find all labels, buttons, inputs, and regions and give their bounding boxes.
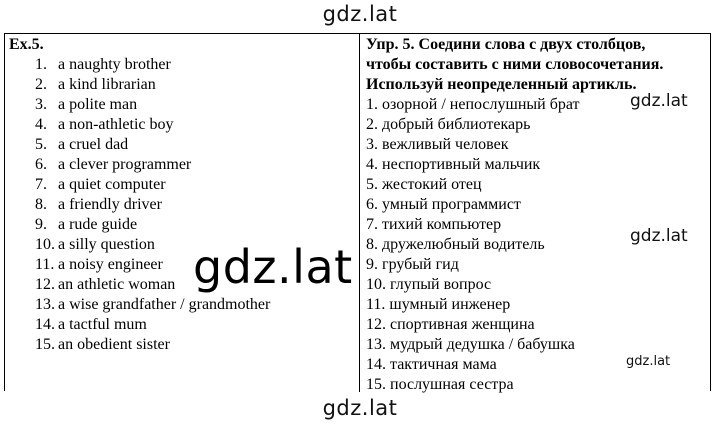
- english-column: [9, 35, 354, 355]
- english-list: [9, 55, 354, 355]
- watermark-right-2: gdz.lat: [630, 226, 688, 246]
- list-item: 9. a rude guide: [35, 216, 138, 233]
- list-item: 1. озорной / непослушный брат: [366, 96, 580, 113]
- list-item: 3. a polite man: [35, 96, 138, 113]
- list-item: 15. послушная сестра: [366, 376, 514, 393]
- list-item: 11. шумный инженер: [366, 296, 511, 313]
- list-item: 10. a silly question: [35, 236, 155, 253]
- list-item: 7. тихий компьютер: [366, 216, 502, 233]
- list-item: 14. a tactful mum: [35, 316, 147, 333]
- russian-column: [366, 35, 708, 395]
- list-item: 8. a friendly driver: [35, 196, 162, 213]
- watermark-center: gdz.lat: [193, 240, 353, 294]
- list-item: 15. an obedient sister: [35, 336, 170, 353]
- list-item: 13. мудрый дедушка / бабушка: [366, 336, 575, 353]
- watermark-bottom: gdz.lat: [322, 396, 398, 420]
- list-item: 9. грубый гид: [366, 256, 459, 273]
- list-item: 2. a kind librarian: [35, 76, 156, 93]
- column-divider: [359, 34, 360, 392]
- watermark-right-1: gdz.lat: [630, 91, 688, 111]
- list-item: 8. дружелюбный водитель: [366, 236, 545, 253]
- list-item: 2. добрый библиотекарь: [366, 116, 531, 133]
- list-item: 4. неспортивный мальчик: [366, 156, 541, 173]
- list-item: 5. жестокий отец: [366, 176, 482, 193]
- list-item: 14. тактичная мама: [366, 356, 497, 373]
- list-item: 5. a cruel dad: [35, 136, 129, 153]
- list-item: 6. a clever programmer: [35, 156, 192, 173]
- list-item: 11. a noisy engineer: [35, 256, 163, 273]
- watermark-top: gdz.lat: [322, 2, 398, 26]
- exercise-heading: Ex.5.: [9, 36, 44, 53]
- list-item: 6. умный программист: [366, 196, 521, 213]
- list-item: 3. вежливый человек: [366, 136, 509, 153]
- list-item: 10. глупый вопрос: [366, 276, 492, 293]
- list-item: 13. a wise grandfather / grandmother: [35, 296, 271, 313]
- list-item: 4. a non-athletic boy: [35, 116, 174, 133]
- list-item: 7. a quiet computer: [35, 176, 166, 193]
- list-item: 1. a naughty brother: [35, 56, 171, 73]
- exercise-table: [4, 33, 711, 391]
- watermark-right-3: gdz.lat: [626, 354, 671, 369]
- exercise-instructions: Упр. 5. Соедини слова с двух столбцов, чтобы составить с ними словосочетания. Используй неопределенный артикль.: [366, 36, 664, 93]
- list-item: 12. спортивная женщина: [366, 316, 535, 333]
- list-item: 12. an athletic woman: [35, 276, 176, 293]
